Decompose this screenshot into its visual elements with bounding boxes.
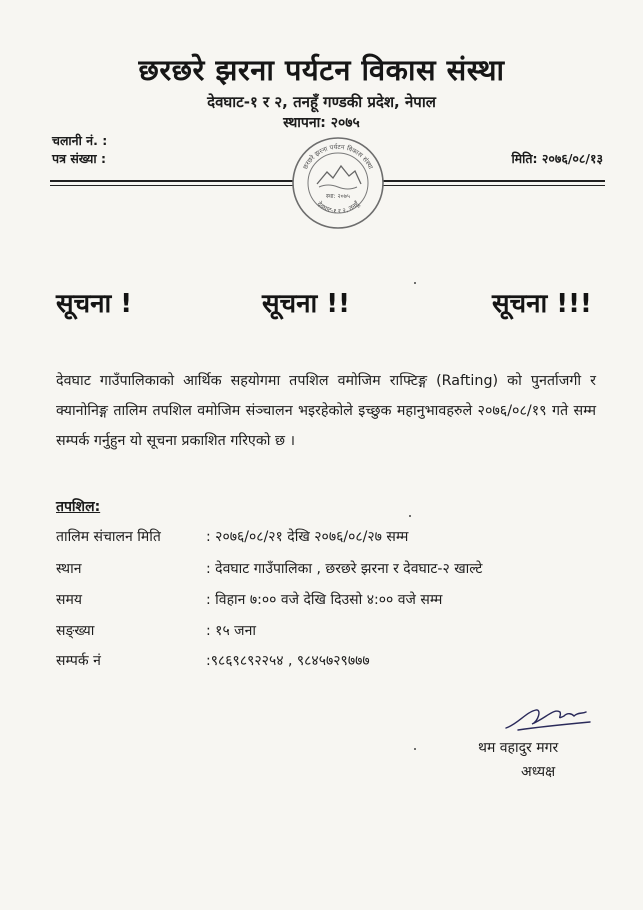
schedule-label: सङ्ख्या: [56, 623, 95, 639]
notice-heading-3: सूचना !!!: [492, 289, 592, 319]
schedule-label: सम्पर्क नं: [56, 653, 101, 669]
dispatch-number-label: चलानी नं. :: [52, 133, 108, 148]
letter-date: मिति: २०७६/०८/१३: [511, 151, 603, 166]
seal-place-text: देवघाट-१ र २, तनहूँ: [315, 200, 361, 216]
schedule-value: : देवघाट गाउँपालिका , छरछरे झरना र देवघाट-२ खाल्टे: [206, 561, 483, 577]
schedule-value: : २०७६/०८/२१ देखि २०७६/०८/२७ सम्म: [206, 529, 409, 545]
organization-address: देवघाट-१ र २, तनहूँ गण्डकी प्रदेश, नेपाल: [207, 93, 436, 111]
paper-speck: [409, 515, 411, 517]
signatory-name: थम वहादुर मगर: [478, 740, 559, 756]
organization-name: छरछरे झरना पर्यटन विकास संस्था: [138, 53, 505, 87]
reference-block: [52, 132, 107, 168]
letter-number-label: पत्र संख्या :: [52, 151, 106, 166]
notice-body: देवघाट गाउँपालिकाको आर्थिक सहयोगमा तपशिल वमोजिम राफ्टिङ्ग (Rafting) को पुनर्ताजगी र क्यानोनिङ्ग तालिम तपशिल वमोजिम संञ्चालन भइरहेकोले इच्छुक महानुभावहरुले २०७६/०८/१९ गते सम्म सम्पर्क गर्नुहुन यो सूचना प्रकाशित गरिएको छ ।: [56, 373, 596, 449]
schedule-heading: तपशिल:: [56, 499, 101, 515]
handwritten-signature: [498, 700, 598, 736]
paper-speck: [414, 282, 416, 284]
seal-org-text: छरछरे झरना पर्यटन विकास संस्था: [301, 142, 375, 171]
established-year: स्थापना: २०७५: [283, 115, 360, 131]
notice-heading-1: सूचना !: [56, 289, 133, 319]
schedule-value: :९८६९८९२२५४ , ९८४५७२९७७७: [206, 653, 370, 669]
organization-seal: [291, 136, 385, 230]
schedule-value: : १५ जना: [206, 623, 256, 639]
schedule-value: : विहान ७:०० वजे देखि दिउसो ४:०० वजे सम्म: [206, 592, 443, 608]
notice-heading-2: सूचना !!: [262, 289, 351, 319]
schedule-label: तालिम संचालन मिति: [56, 529, 161, 545]
paper-speck: [414, 748, 416, 750]
schedule-label: स्थान: [56, 561, 82, 577]
schedule-label: समय: [56, 592, 82, 608]
seal-estd-text: स्था: २०७५: [325, 193, 351, 200]
signatory-title: अध्यक्ष: [521, 764, 556, 780]
